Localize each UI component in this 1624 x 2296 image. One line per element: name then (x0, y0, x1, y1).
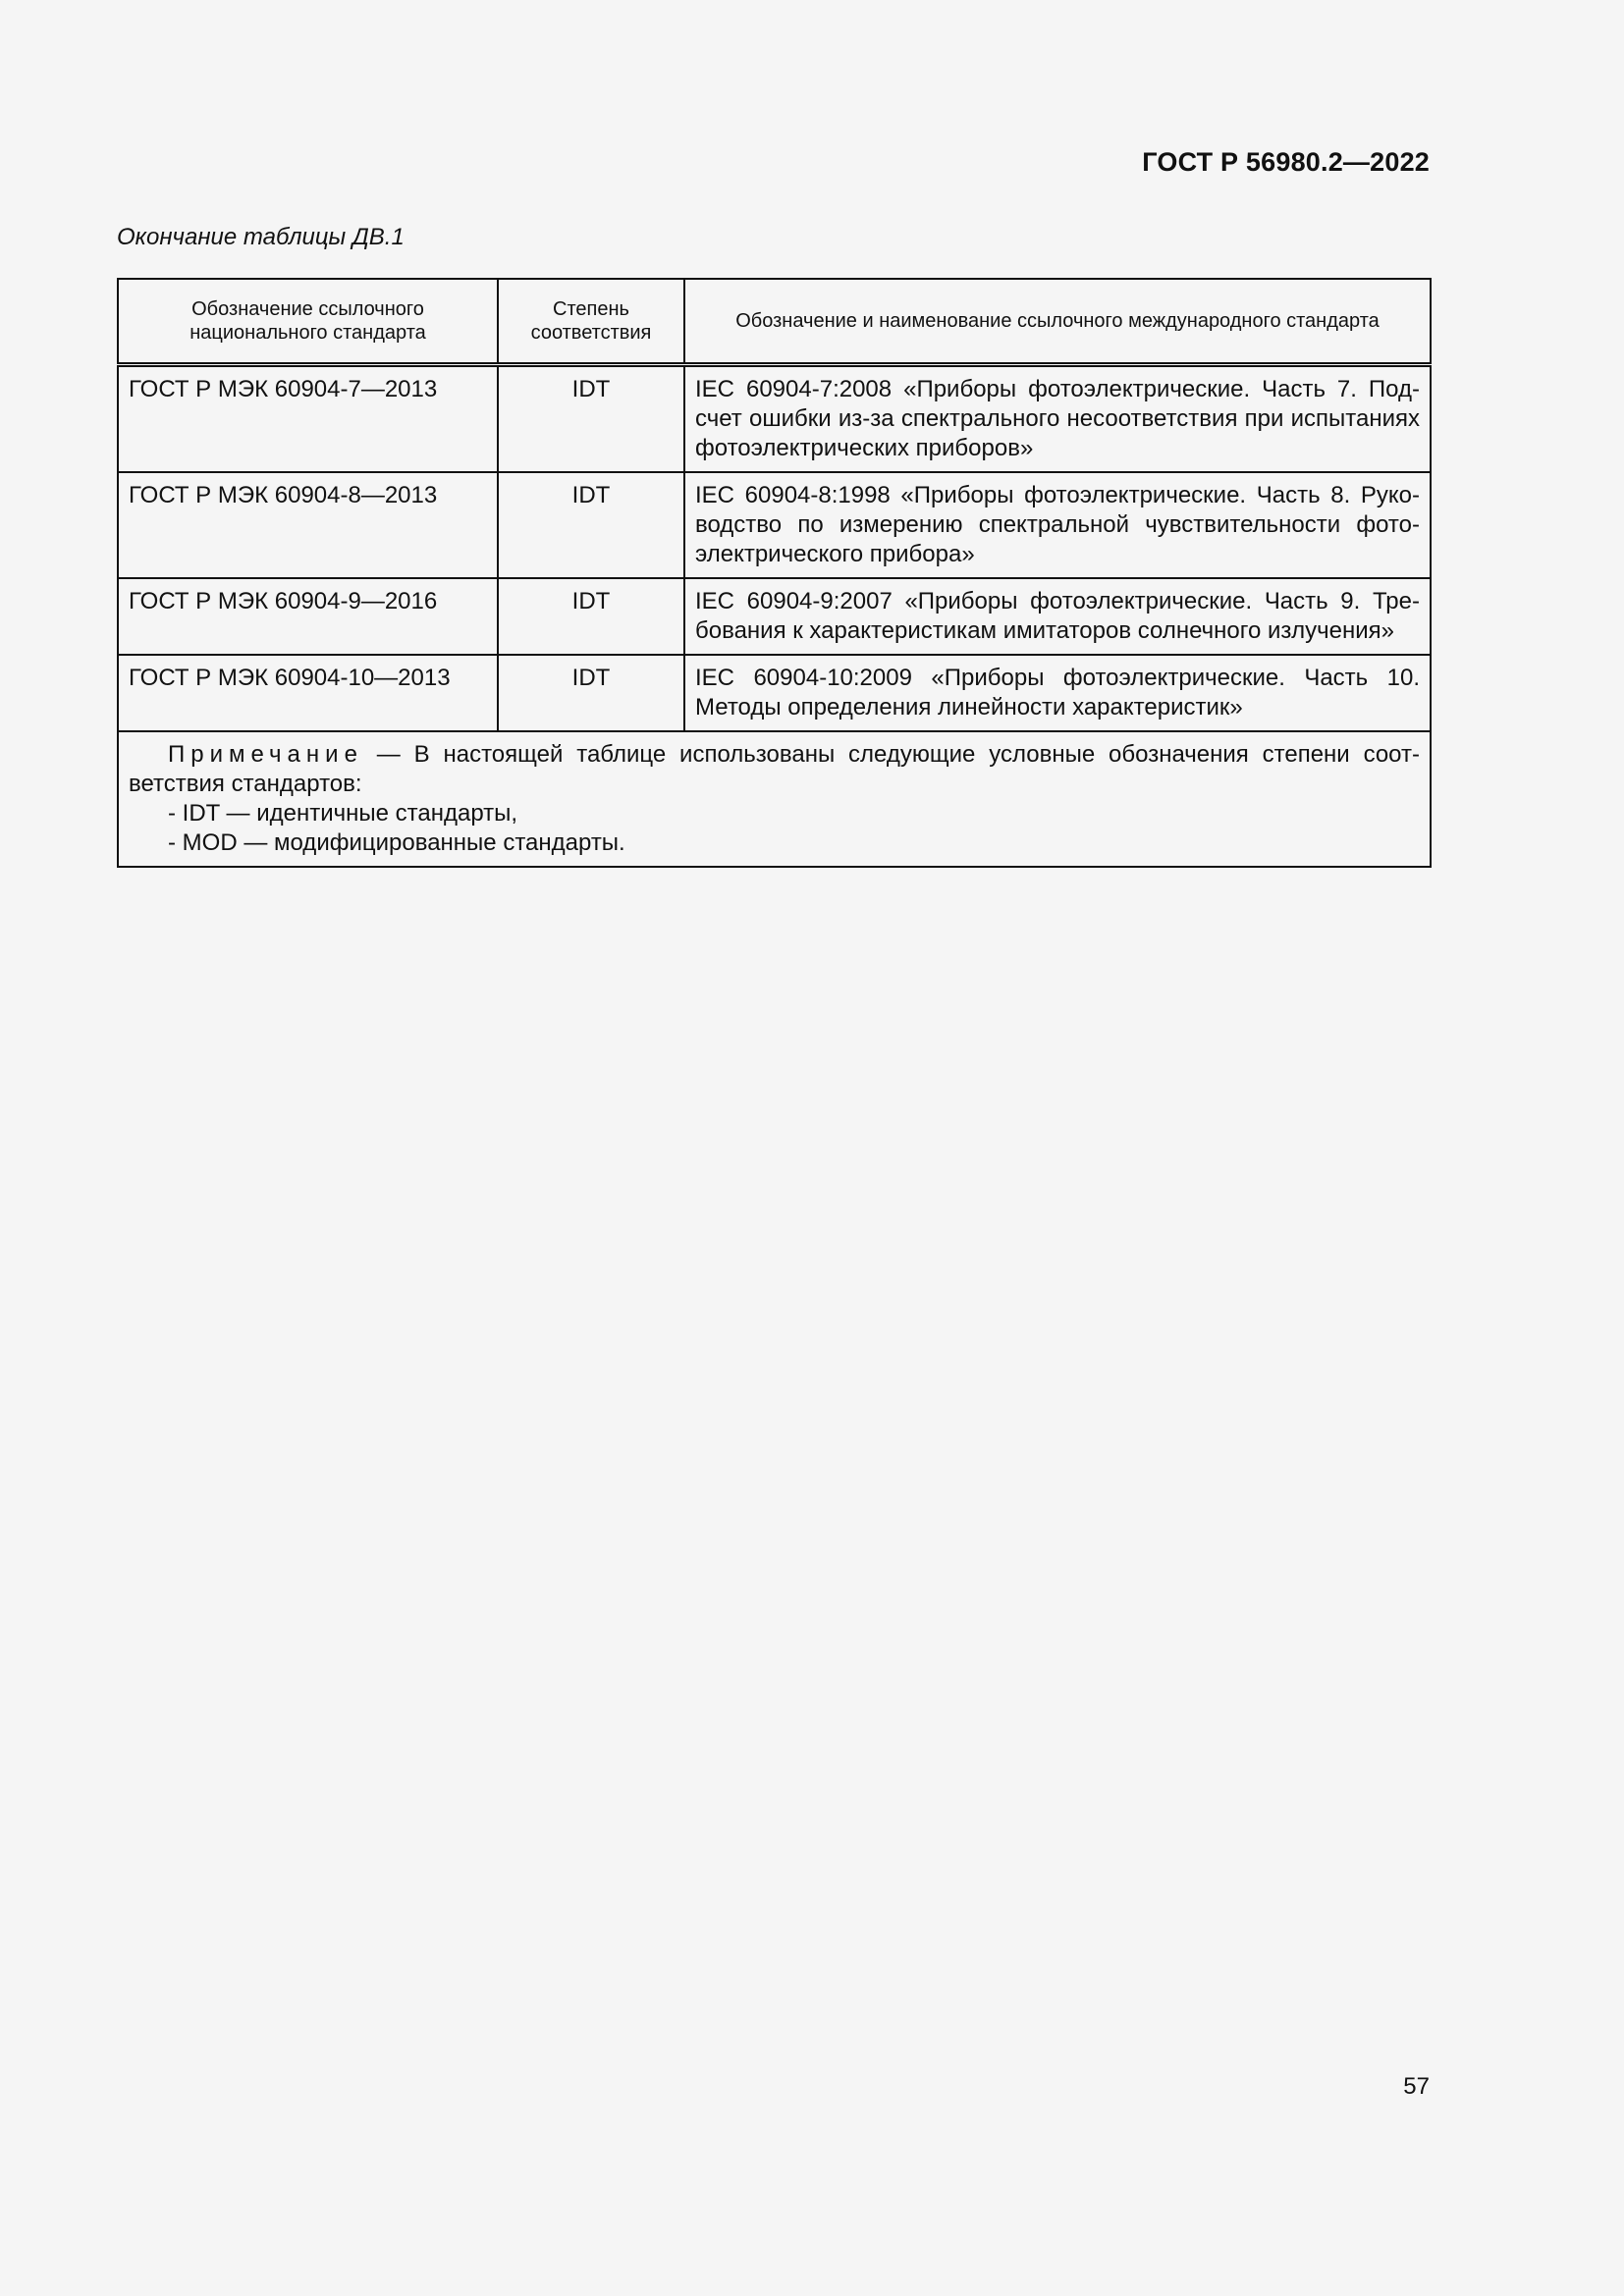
note-label: Примечание (168, 741, 363, 768)
national-standard-cell: ГОСТ Р МЭК 60904-10—2013 (118, 655, 498, 731)
table-row (118, 578, 1431, 655)
degree-cell: IDT (498, 655, 684, 731)
note-list-item: - IDT — идентичные стандарты, (168, 800, 518, 827)
column-header-degree: Степень соответствия (498, 279, 684, 365)
note-body: — В настоящей таблице использованы следующие условные обозначения степени соответствия стандартов: (129, 741, 1420, 797)
table-header-row (118, 279, 1431, 365)
table-note (118, 731, 1431, 867)
document-code: ГОСТ Р 56980.2—2022 (1142, 147, 1430, 177)
table-row (118, 655, 1431, 731)
table-note-row (118, 731, 1431, 867)
table-caption: Окончание таблицы ДВ.1 (117, 224, 405, 250)
table-row (118, 365, 1431, 473)
international-standard-cell: IEC 60904-9:2007 «Приборы фотоэлектрические. Часть 9. Требования к характеристикам имитаторов солнечного излучения» (684, 578, 1431, 655)
reference-standards-table (117, 278, 1432, 868)
degree-cell: IDT (498, 578, 684, 655)
table-row (118, 472, 1431, 578)
degree-cell: IDT (498, 472, 684, 578)
national-standard-cell: ГОСТ Р МЭК 60904-9—2016 (118, 578, 498, 655)
column-header-national: Обозначение ссылочного национального стандарта (118, 279, 498, 365)
national-standard-cell: ГОСТ Р МЭК 60904-7—2013 (118, 365, 498, 473)
international-standard-cell: IEC 60904-8:1998 «Приборы фотоэлектрические. Часть 8. Руководство по измерению спектральной чувствительности фотоэлектрического прибора» (684, 472, 1431, 578)
note-list-item: - MOD — модифицированные стандарты. (168, 829, 625, 856)
national-standard-cell: ГОСТ Р МЭК 60904-8—2013 (118, 472, 498, 578)
page-number: 57 (1403, 2073, 1430, 2100)
degree-cell: IDT (498, 365, 684, 473)
column-header-international: Обозначение и наименование ссылочного международного стандарта (684, 279, 1431, 365)
international-standard-cell: IEC 60904-10:2009 «Приборы фотоэлектрические. Часть 10. Методы определения линейности характеристик» (684, 655, 1431, 731)
note-paragraph (129, 740, 1420, 799)
international-standard-cell: IEC 60904-7:2008 «Приборы фотоэлектрические. Часть 7. Подсчет ошибки из-за спектрального несоответствия при испытаниях фотоэлектрических приборов» (684, 365, 1431, 473)
